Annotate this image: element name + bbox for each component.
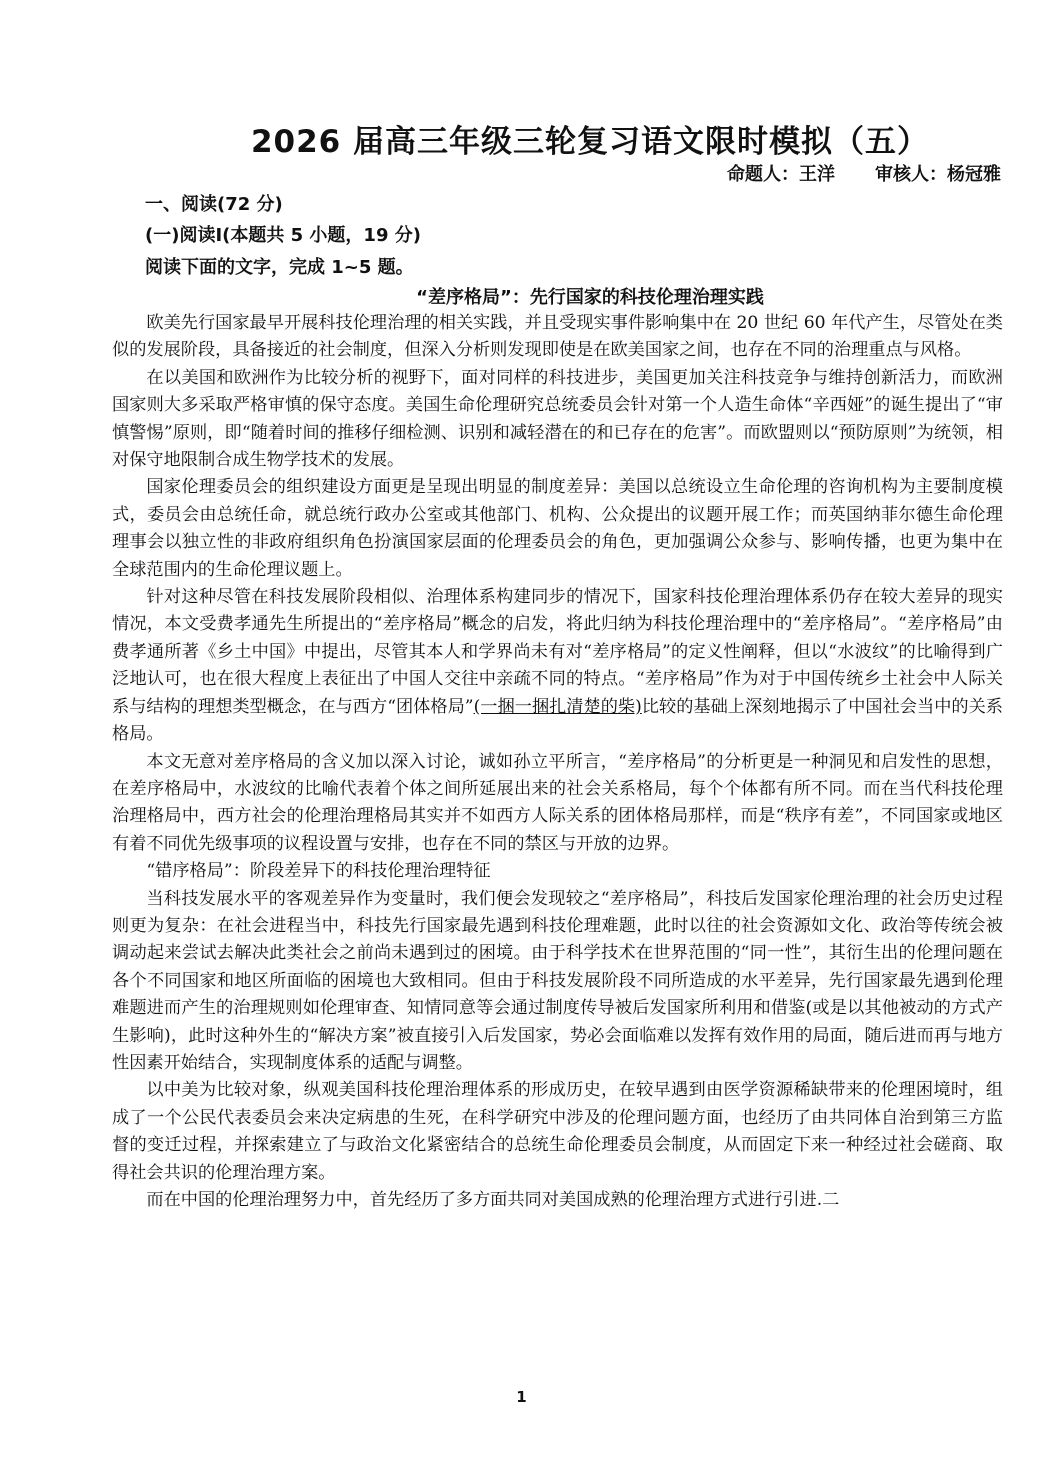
paragraph-1: 欧美先行国家最早开展科技伦理治理的相关实践，并且受现实事件影响集中在 20 世纪 60 年代产生，尽管处在类似的发展阶段，具备接近的社会制度，但深入分析则发现即使是在欧美国家之间，也存在不同的治理重点与风格。 [112,313,1003,361]
paragraph-2: 在以美国和欧洲作为比较分析的视野下，面对同样的科技进步，美国更加关注科技竞争与维持创新活力，而欧洲国家则大多采取严格审慎的保守态度。美国生命伦理研究总统委员会针对第一个人造生命体“辛西娅”的诞生提出了“审慎警惕”原则，即“随着时间的推移仔细检测、识别和减轻潜在的和已存在的危害”。而欧盟则以“预防原则”为统领，相对保守地限制合成生物学技术的发展。 [112,367,1003,471]
article-body [112,310,1003,1214]
section-heading: 一、阅读(72 分) [145,194,283,215]
underlined-phrase: (一捆一捆扎清楚的柴) [473,696,642,717]
paragraph-4 [112,584,1003,748]
exam-title: 2026 届高三年级三轮复习语文限时模拟（五） [250,124,930,160]
paragraph-4-part-1: 针对这种尽管在科技发展阶段相似、治理体系构建同步的情况下，国家科技伦理治理体系仍存在较大差异的现实情况，本文受费孝通先生所提出的“差序格局”概念的启发，将此归纳为科技伦理治理中的“差序格局”。“差序格局”由费孝通所著《乡土中国》中提出，尽管其本人和学界尚未有对“差序格局”的定义性阐释，但以“水波纹”的比喻得到广泛地认可，也在很大程度上表征出了中国人交往中亲疏不同的特点。“差序格局”作为对于中国传统乡土社会中人际关系与结构的理想类型概念，在与西方“团体格局” [112,587,1003,717]
paragraph-5: 本文无意对差序格局的含义加以深入讨论，诚如孙立平所言，“差序格局”的分析更是一种洞见和启发性的思想，在差序格局中，水波纹的比喻代表着个体之间所延展出来的社会关系格局，每个个体都有所不同。而在当代科技伦理治理格局中，西方社会的伦理治理格局其实并不如西方人际关系的团体格局那样，而是“秩序有差”，不同国家或地区有着不同优先级事项的议程设置与安排，也存在不同的禁区与开放的边界。 [112,751,1003,854]
paragraph-3: 国家伦理委员会的组织建设方面更是呈现出明显的制度差异：美国以总统设立生命伦理的咨询机构为主要制度模式，委员会由总统任命，就总统行政办公室或其他部门、机构、公众提出的议题开展工作；而英国纳菲尔德生命伦理理事会以独立性的非政府组织角色扮演国家层面的伦理委员会的角色，更加强调公众参与、影响传播，也更为集中在全球范围内的生命伦理议题上。 [112,477,1003,580]
proposer: 命题人：王洋 [727,164,835,185]
page-number: 1 [516,1388,527,1406]
paragraph-4-part-2: 比较的基础上深刻地揭示了中国社会当中的关系格局。 [112,696,1003,745]
reviewer: 审核人：杨冠雅 [875,164,1001,185]
paragraph-6: 当科技发展水平的客观差异作为变量时，我们便会发现较之“差序格局”，科技后发国家伦理治理的社会历史过程则更为复杂：在社会进程当中，科技先行国家最先遇到科技伦理难题，此时以往的社会资源如文化、政治等传统会被调动起来尝试去解决此类社会之前尚未遇到过的困境。由于科学技术在世界范围的“同一性”，其衍生出的伦理问题在各个不同国家和地区所面临的困境也大致相同。但由于科技发展阶段不同所造成的水平差异，先行国家最先遇到伦理难题进而产生的治理规则如伦理审查、知情同意等会通过制度传导被后发国家所利用和借鉴(或是以其他被动的方式产生影响)，此时这种外生的“解决方案”被直接引入后发国家，势必会面临难以发挥有效作用的局面，随后进而再与地方性因素开始结合，实现制度体系的适配与调整。 [112,888,1003,1073]
author-line [727,160,1001,186]
paragraph-7: 以中美为比较对象，纵观美国科技伦理治理体系的形成历史，在较早遇到由医学资源稀缺带来的伦理困境时，组成了一个公民代表委员会来决定病患的生死，在科学研究中涉及的伦理问题方面，也经历了由共同体自治到第三方监督的变迁过程，并探索建立了与政治文化紧密结合的总统生命伦理委员会制度，从而固定下来一种经过社会磋商、取得社会共识的伦理治理方案。 [112,1080,1003,1183]
instruction: 阅读下面的文字，完成 1~5 题。 [145,257,414,278]
subsection-heading: (一)阅读Ⅰ(本题共 5 小题，19 分) [145,225,421,246]
article-subheading: “错序格局”：阶段差异下的科技伦理治理特征 [146,861,491,882]
article-title: “差序格局”：先行国家的科技伦理治理实践 [416,287,764,308]
paragraph-8: 而在中国的伦理治理努力中，首先经历了多方面共同对美国成熟的伦理治理方式进行引进.二 [146,1190,840,1210]
